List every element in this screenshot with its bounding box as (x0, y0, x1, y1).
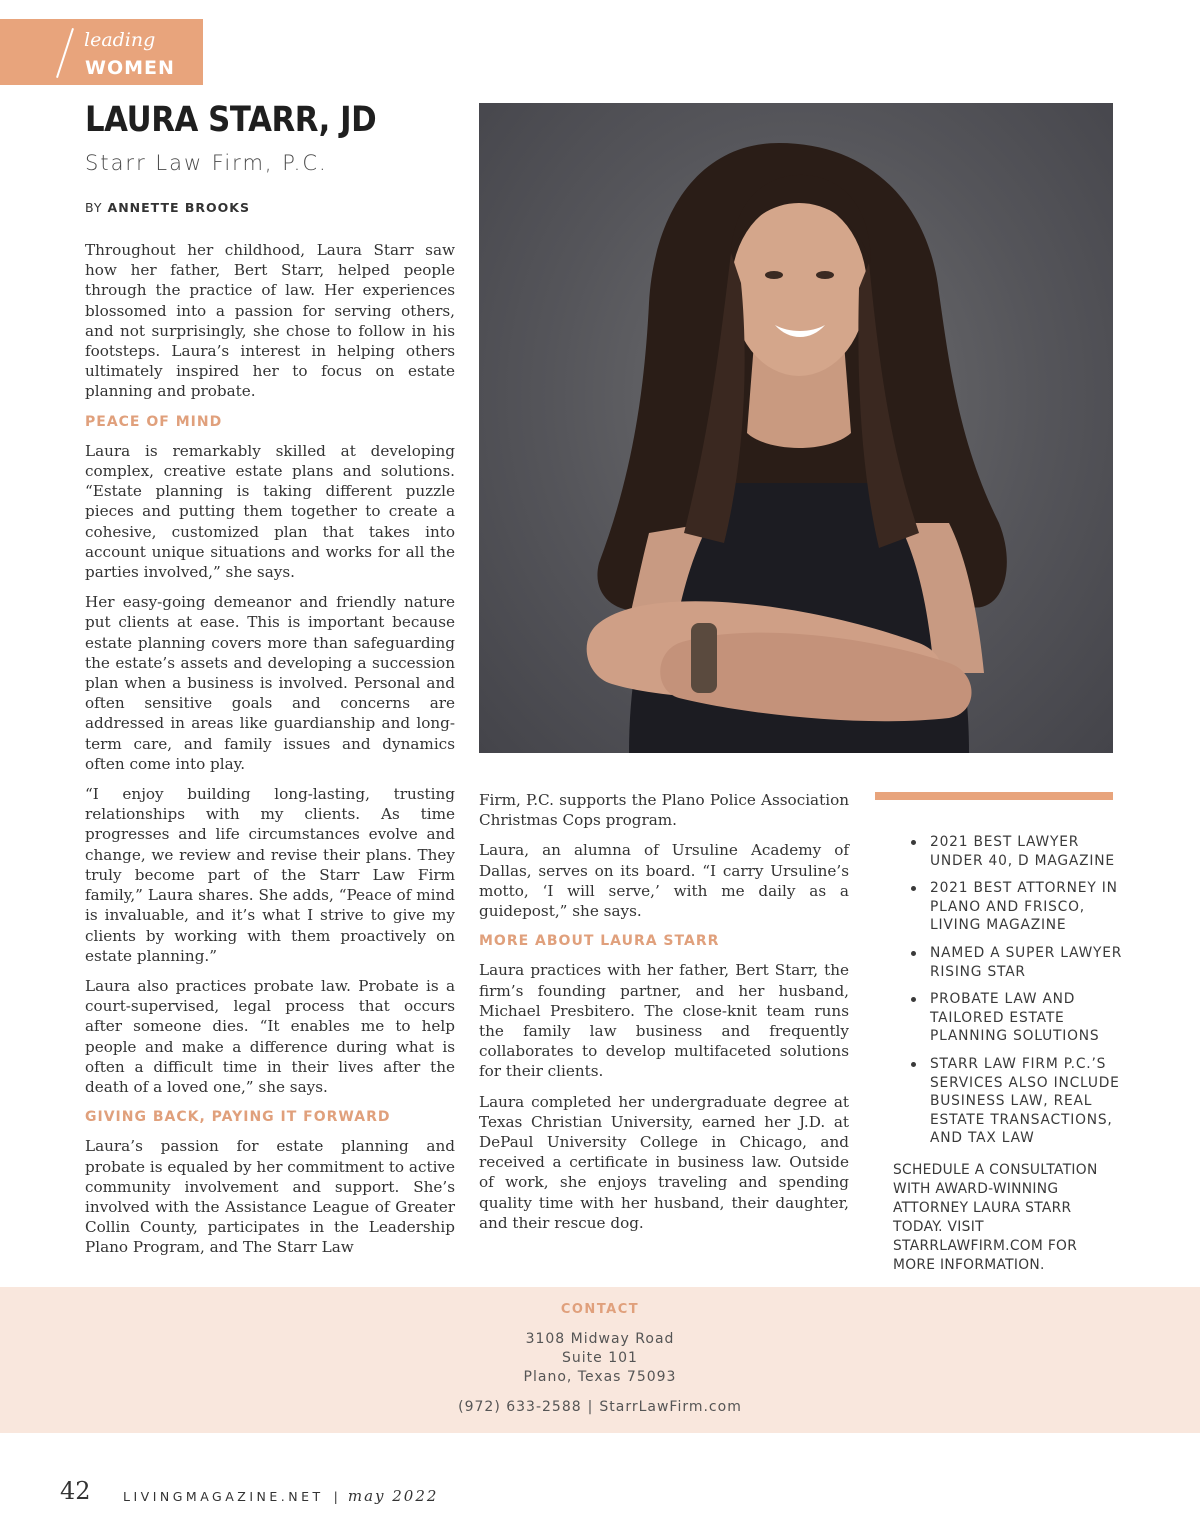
list-item (893, 944, 1123, 981)
tag-slash (56, 28, 74, 78)
footer-separator: | (333, 1489, 338, 1504)
paragraph: Laura also practices probate law. Probate is a court-supervised, legal process that occurs after someone dies. “It enables me to help people and make a difference during what is often a difficult time in their lives after the death of a loved one,” she says. (85, 976, 455, 1096)
sidebar-accent-rule (875, 792, 1113, 800)
contact-heading: CONTACT (560, 1302, 640, 1317)
call-to-action: SCHEDULE A CONSULTATION WITH AWARD-WINNING ATTORNEY LAURA STARR TODAY. VISIT STARRLAWFIRM.COM FOR MORE INFORMATION. (893, 1162, 1098, 1273)
portrait-illustration (479, 103, 1113, 753)
footer-issue: may 2022 (347, 1487, 439, 1505)
byline-prefix: BY (85, 200, 103, 215)
phone-number: (972) 633-2588 (458, 1399, 582, 1415)
section-heading: MORE ABOUT LAURA STARR (479, 933, 720, 950)
bullet-icon (911, 1062, 916, 1067)
contact-box (0, 1287, 1200, 1433)
paragraph: Her easy-going demeanor and friendly nature put clients at ease. This is important because estate planning covers more than safeguarding the estate’s assets and developing a succession plan when a business is involved. Personal and often sensitive goals and concerns are addressed in areas like guardianship and long-term care, and family issues and dynamics often come into play. (85, 593, 455, 773)
article-title: LAURA STARR, JD (85, 100, 377, 140)
paragraph: Firm, P.C. supports the Plano Police Association Christmas Cops program. (479, 791, 849, 830)
paragraph: “I enjoy building long-lasting, trusting relationships with my clients. As time progresses and life circumstances evolve and change, we review and revise their plans. They truly become part of the Starr Law Firm family,” Laura shares. She adds, “Peace of mind is invaluable, and it’s what I strive to give my clients by working with them proactively on estate planning.” (85, 785, 455, 965)
paragraph: Laura’s passion for estate planning and probate is equaled by her commitment to active community involvement and support. She’s involved with the Assistance League of Greater Collin County, participates in the Leadership Plano Program, and The Starr Law (85, 1137, 455, 1257)
address-line-2: Suite 101 (562, 1350, 638, 1366)
list-item-text: PROBATE LAW AND TAILORED ESTATE PLANNING SOLUTIONS (930, 991, 1100, 1045)
bullet-icon (911, 886, 916, 891)
list-item (893, 833, 1123, 870)
article-subtitle: Starr Law Firm, P.C. (85, 151, 328, 175)
tag-line1: leading (84, 29, 156, 51)
list-item-text: 2021 BEST ATTORNEY IN PLANO AND FRISCO, LIVING MAGAZINE (930, 880, 1118, 934)
bullet-icon (911, 997, 916, 1002)
page-number: 42 (60, 1477, 91, 1505)
list-item (893, 879, 1123, 935)
list-item-text: 2021 BEST LAWYER UNDER 40, D MAGAZINE (930, 834, 1115, 869)
contact-phone-web (0, 1399, 1200, 1415)
paragraph: Laura, an alumna of Ursuline Academy of Dallas, serves on its board. “I carry Ursuline’s motto, ‘I will serve,’ with me daily as a guidepost,” she says. (479, 841, 849, 921)
list-item (893, 1055, 1123, 1148)
tag-line2: WOMEN (85, 57, 175, 79)
bullet-icon (911, 840, 916, 845)
list-item (893, 990, 1123, 1046)
article-column-2 (479, 790, 849, 1243)
byline-author: ANNETTE BROOKS (107, 200, 250, 215)
paragraph: Laura completed her undergraduate degree at Texas Christian University, earned her J.D. at DePaul University College in Chicago, and received a certificate in business law. Outside of work, she enjoys traveling and spending quality time with her husband, their daughter, and their rescue dog. (479, 1092, 849, 1232)
website-link[interactable]: StarrLawFirm.com (599, 1399, 742, 1415)
address-line-1: 3108 Midway Road (525, 1331, 675, 1347)
section-heading: GIVING BACK, PAYING IT FORWARD (85, 1109, 391, 1126)
paragraph: Throughout her childhood, Laura Starr saw how her father, Bert Starr, helped people through the practice of law. Her experiences blossomed into a passion for serving others, and not surprisingly, she chose to follow in his footsteps. Laura’s interest in helping others ultimately inspired her to focus on estate planning and probate. (85, 241, 455, 401)
contact-separator: | (587, 1399, 594, 1415)
paragraph: Laura is remarkably skilled at developing complex, creative estate plans and solutions. “Estate planning is taking different puzzle pieces and putting them together to create a cohesive, customized plan that takes into account unique situations and works for all the parties involved,” she says. (85, 441, 455, 582)
list-item-text: STARR LAW FIRM P.C.’S SERVICES ALSO INCLUDE BUSINESS LAW, REAL ESTATE TRANSACTIONS, AND TAX LAW (930, 1055, 1120, 1147)
section-heading: PEACE OF MIND (85, 413, 223, 430)
bullet-icon (911, 951, 916, 956)
paragraph: Laura practices with her father, Bert Starr, the firm’s founding partner, and her husband, Michael Presbitero. The close-knit team runs the family law business and frequently collaborates to develop multifaceted solutions for their clients. (479, 961, 849, 1081)
byline (85, 200, 250, 215)
section-tag (0, 19, 203, 85)
address-line-3: Plano, Texas 75093 (523, 1369, 677, 1385)
footer-site: LIVINGMAGAZINE.NET (123, 1489, 324, 1504)
portrait-photo (479, 103, 1113, 753)
highlights-list (893, 833, 1123, 1157)
article-column-1 (85, 240, 455, 1268)
page-footer (123, 1487, 438, 1505)
list-item-text: NAMED A SUPER LAWYER RISING STAR (930, 944, 1123, 980)
